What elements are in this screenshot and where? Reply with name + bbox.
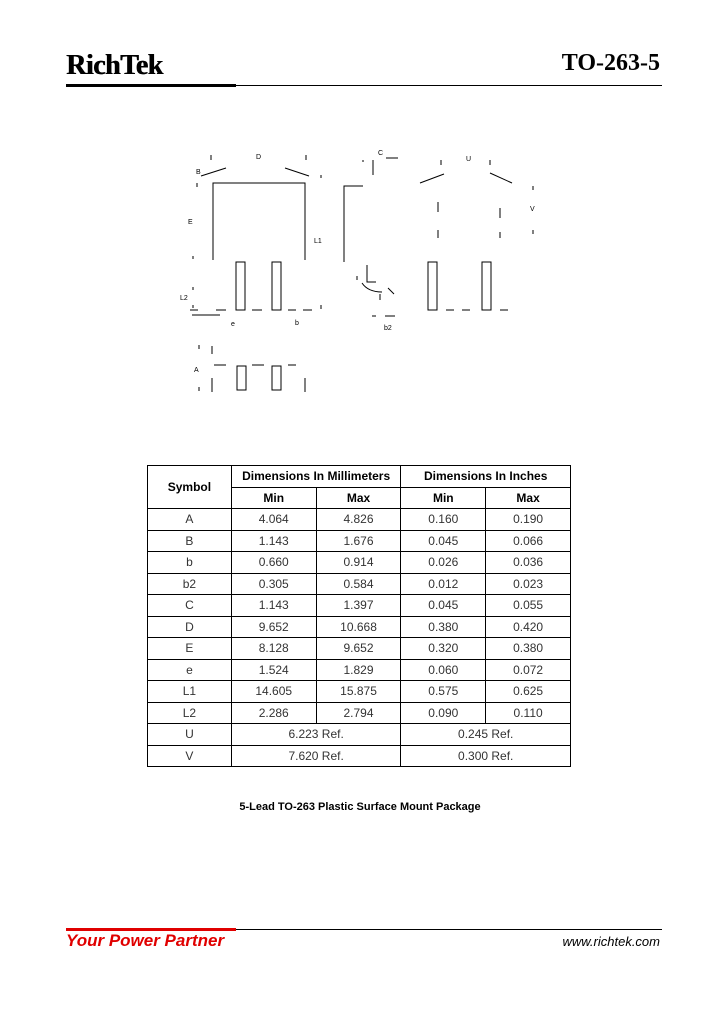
table-row [148, 616, 571, 638]
table-row [148, 638, 571, 660]
header-in-group: Dimensions In Inches [401, 466, 571, 488]
label-l1: L1 [314, 238, 322, 245]
table-row [148, 530, 571, 552]
header-mm-group: Dimensions In Millimeters [231, 466, 401, 488]
cell-symbol: U [148, 724, 232, 746]
table-row [148, 573, 571, 595]
cell-mm-max: 2.794 [316, 702, 401, 724]
label-d: D [256, 154, 262, 161]
footer-slogan: Your Power Partner [66, 931, 225, 950]
cell-symbol: e [148, 659, 232, 681]
label-a: A [194, 367, 199, 374]
label-b-lead: b [295, 320, 299, 327]
table-row-ref [148, 724, 571, 746]
cell-mm-max: 0.914 [316, 552, 401, 574]
table-row [148, 552, 571, 574]
table-row [148, 659, 571, 681]
cell-in-max: 0.625 [486, 681, 571, 703]
cell-in-max: 0.023 [486, 573, 571, 595]
table-row-ref [148, 745, 571, 767]
lead-3 [272, 262, 281, 310]
table-row [148, 702, 571, 724]
cell-in-min: 0.012 [401, 573, 486, 595]
cell-mm-min: 9.652 [231, 616, 316, 638]
front-lead-1 [237, 366, 246, 390]
cell-mm-ref: 6.223 Ref. [231, 724, 401, 746]
cell-in-max: 0.036 [486, 552, 571, 574]
cell-mm-max: 1.829 [316, 659, 401, 681]
cell-in-min: 0.160 [401, 509, 486, 531]
cell-in-ref: 0.245 Ref. [401, 724, 571, 746]
cell-mm-min: 1.143 [231, 530, 316, 552]
side-view-body [344, 186, 363, 262]
richtek-logo: RichTek [66, 50, 163, 81]
cell-mm-ref: 7.620 Ref. [231, 745, 401, 767]
cell-symbol: L2 [148, 702, 232, 724]
header-max-in: Max [486, 487, 571, 509]
cell-mm-max: 10.668 [316, 616, 401, 638]
cell-mm-min: 14.605 [231, 681, 316, 703]
footer-website-link[interactable]: www.richtek.com [562, 934, 660, 949]
table-row [148, 509, 571, 531]
front-lead-3 [272, 366, 281, 390]
package-drawing [0, 0, 720, 460]
cell-mm-max: 15.875 [316, 681, 401, 703]
label-l2: L2 [180, 295, 188, 302]
table-row [148, 681, 571, 703]
cell-in-max: 0.190 [486, 509, 571, 531]
cell-in-min: 0.060 [401, 659, 486, 681]
cell-in-ref: 0.300 Ref. [401, 745, 571, 767]
label-c: C [378, 150, 384, 157]
cell-symbol: B [148, 530, 232, 552]
top-view-body [213, 183, 305, 260]
cell-mm-max: 1.676 [316, 530, 401, 552]
cell-in-min: 0.320 [401, 638, 486, 660]
side-view-lead [367, 265, 376, 282]
cell-mm-min: 1.143 [231, 595, 316, 617]
label-b-top: B [196, 169, 201, 176]
header-min-mm: Min [231, 487, 316, 509]
cell-mm-min: 0.660 [231, 552, 316, 574]
cell-symbol: V [148, 745, 232, 767]
cell-mm-min: 8.128 [231, 638, 316, 660]
cell-symbol: A [148, 509, 232, 531]
cell-mm-max: 9.652 [316, 638, 401, 660]
label-e-side: E [188, 219, 193, 226]
lead-1 [236, 262, 245, 310]
cell-in-min: 0.380 [401, 616, 486, 638]
cell-in-max: 0.055 [486, 595, 571, 617]
cell-in-max: 0.072 [486, 659, 571, 681]
cell-symbol: E [148, 638, 232, 660]
cell-mm-min: 4.064 [231, 509, 316, 531]
footer-rule-thin [236, 929, 662, 930]
cell-in-min: 0.090 [401, 702, 486, 724]
cell-symbol: C [148, 595, 232, 617]
cell-in-min: 0.026 [401, 552, 486, 574]
package-caption: 5-Lead TO-263 Plastic Surface Mount Package [239, 801, 481, 813]
label-b2: b2 [384, 325, 392, 332]
cell-mm-max: 4.826 [316, 509, 401, 531]
label-v: V [530, 206, 535, 213]
table-header-row-1 [148, 466, 571, 488]
cell-mm-min: 0.305 [231, 573, 316, 595]
cell-mm-min: 1.524 [231, 659, 316, 681]
label-e-pitch: e [231, 321, 235, 328]
cell-symbol: L1 [148, 681, 232, 703]
header-min-in: Min [401, 487, 486, 509]
part-number-title: TO-263-5 [561, 50, 660, 76]
rear-lead-3 [482, 262, 491, 310]
cell-in-max: 0.066 [486, 530, 571, 552]
header-max-mm: Max [316, 487, 401, 509]
table-row [148, 595, 571, 617]
cell-mm-max: 0.584 [316, 573, 401, 595]
cell-in-max: 0.380 [486, 638, 571, 660]
cell-in-max: 0.420 [486, 616, 571, 638]
cell-symbol: b2 [148, 573, 232, 595]
cell-symbol: D [148, 616, 232, 638]
cell-in-max: 0.110 [486, 702, 571, 724]
cell-in-min: 0.045 [401, 595, 486, 617]
cell-in-min: 0.045 [401, 530, 486, 552]
rear-lead-1 [428, 262, 437, 310]
header-symbol: Symbol [148, 466, 232, 509]
label-u: U [466, 156, 472, 163]
cell-symbol: b [148, 552, 232, 574]
cell-mm-min: 2.286 [231, 702, 316, 724]
cell-in-min: 0.575 [401, 681, 486, 703]
dimensions-table [147, 465, 571, 767]
cell-mm-max: 1.397 [316, 595, 401, 617]
